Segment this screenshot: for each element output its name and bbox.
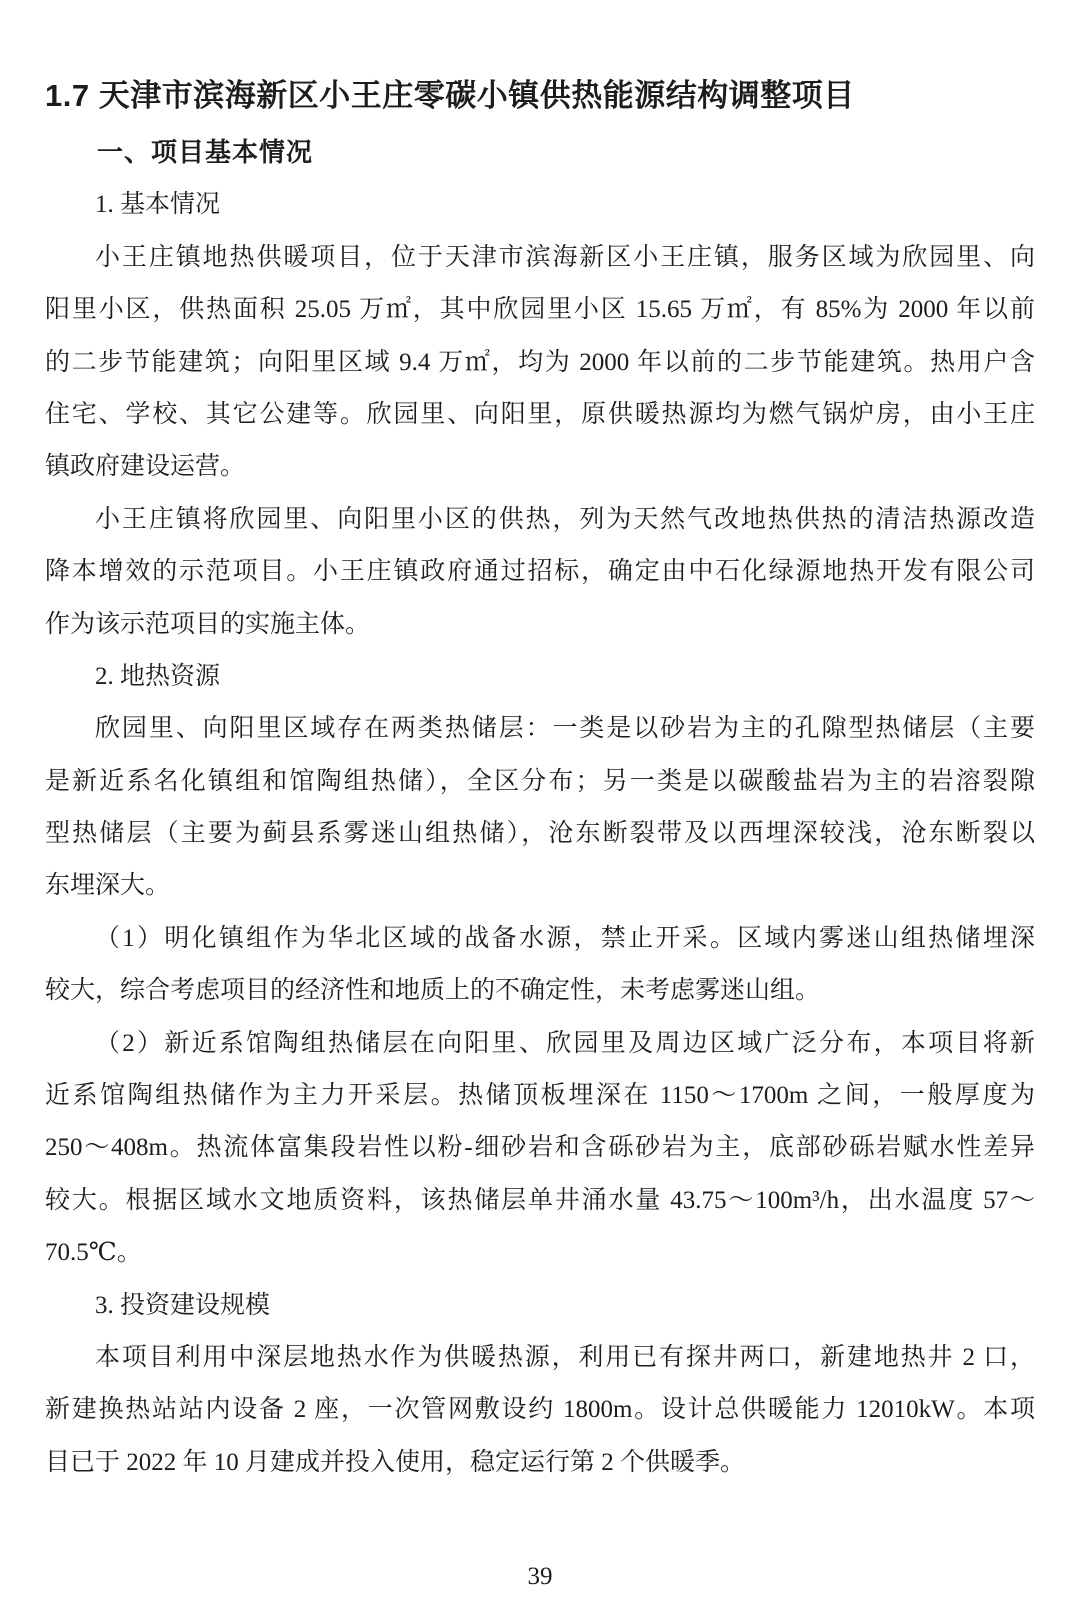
paragraph — [45, 1018, 1035, 1280]
text-line: 住宅、学校、其它公建等。欣园里、向阳里，原供暖热源均为燃气锅炉房，由小王庄 — [45, 400, 1035, 428]
paragraph — [45, 913, 1035, 1018]
text-line: 1. 基本情况 — [95, 191, 221, 219]
subheading — [45, 179, 1035, 231]
text-line: 70.5℃。 — [45, 1239, 142, 1267]
page-number: 39 — [527, 1563, 553, 1590]
text-line: 3. 投资建设规模 — [95, 1291, 271, 1319]
paragraph — [45, 494, 1035, 651]
text-line: 的二步节能建筑；向阳里区域 9.4 万㎡，均为 2000 年以前的二步节能建筑。热用户含 — [45, 348, 1035, 376]
text-line: 小王庄镇将欣园里、向阳里小区的供热，列为天然气改地热供热的清洁热源改造 — [95, 505, 1035, 533]
text-line: 型热储层（主要为蓟县系雾迷山组热储），沧东断裂带及以西埋深较浅，沧东断裂以 — [45, 820, 1035, 848]
text-line: 东埋深大。 — [45, 872, 171, 900]
text-line: 近系馆陶组热储作为主力开采层。热储顶板埋深在 1150～1700m 之间，一般厚度为 — [45, 1082, 1035, 1110]
paragraph — [45, 1332, 1035, 1489]
text-line: 较大。根据区域水文地质资料，该热储层单井涌水量 43.75～100m³/h，出水温度 57～ — [45, 1186, 1035, 1214]
text-line: 镇政府建设运营。 — [45, 453, 246, 481]
text-line: 目已于 2022 年 10 月建成并投入使用，稳定运行第 2 个供暖季。 — [45, 1448, 746, 1476]
text-line: （1）明化镇组作为华北区域的战备水源，禁止开采。区域内雾迷山组热储埋深 — [95, 924, 1035, 952]
text-line: 250～408m。热流体富集段岩性以粉-细砂岩和含砾砂岩为主，底部砂砾岩赋水性差异 — [45, 1134, 1035, 1162]
paragraph — [45, 703, 1035, 913]
document-title: 1.7 天津市滨海新区小王庄零碳小镇供热能源结构调整项目 — [45, 78, 855, 113]
text-line: 新建换热站站内设备 2 座，一次管网敷设约 1800m。设计总供暖能力 12010kW。本项 — [45, 1396, 1035, 1424]
subheading — [45, 1280, 1035, 1332]
section-heading: 一、项目基本情况 — [97, 138, 314, 167]
subheading — [45, 651, 1035, 703]
text-line: 是新近系名化镇组和馆陶组热储），全区分布；另一类是以碳酸盐岩为主的岩溶裂隙 — [45, 767, 1035, 795]
text-line: 2. 地热资源 — [95, 662, 221, 690]
text-line: 欣园里、向阳里区域存在两类热储层：一类是以砂岩为主的孔隙型热储层（主要 — [95, 715, 1035, 743]
text-line: 小王庄镇地热供暖项目，位于天津市滨海新区小王庄镇，服务区域为欣园里、向 — [95, 243, 1035, 271]
text-line: 作为该示范项目的实施主体。 — [45, 610, 371, 638]
text-line: （2）新近系馆陶组热储层在向阳里、欣园里及周边区域广泛分布，本项目将新 — [95, 1029, 1035, 1057]
text-line: 降本增效的示范项目。小王庄镇政府通过招标，确定由中石化绿源地热开发有限公司 — [45, 558, 1035, 586]
text-line: 阳里小区，供热面积 25.05 万㎡，其中欣园里小区 15.65 万㎡，有 85%为 2000 年以前 — [45, 296, 1035, 324]
document-body — [45, 179, 1035, 1489]
paragraph — [45, 232, 1035, 494]
text-line: 较大，综合考虑项目的经济性和地质上的不确定性，未考虑雾迷山组。 — [45, 977, 821, 1005]
text-line: 本项目利用中深层地热水作为供暖热源，利用已有探井两口，新建地热井 2 口， — [95, 1343, 1035, 1371]
